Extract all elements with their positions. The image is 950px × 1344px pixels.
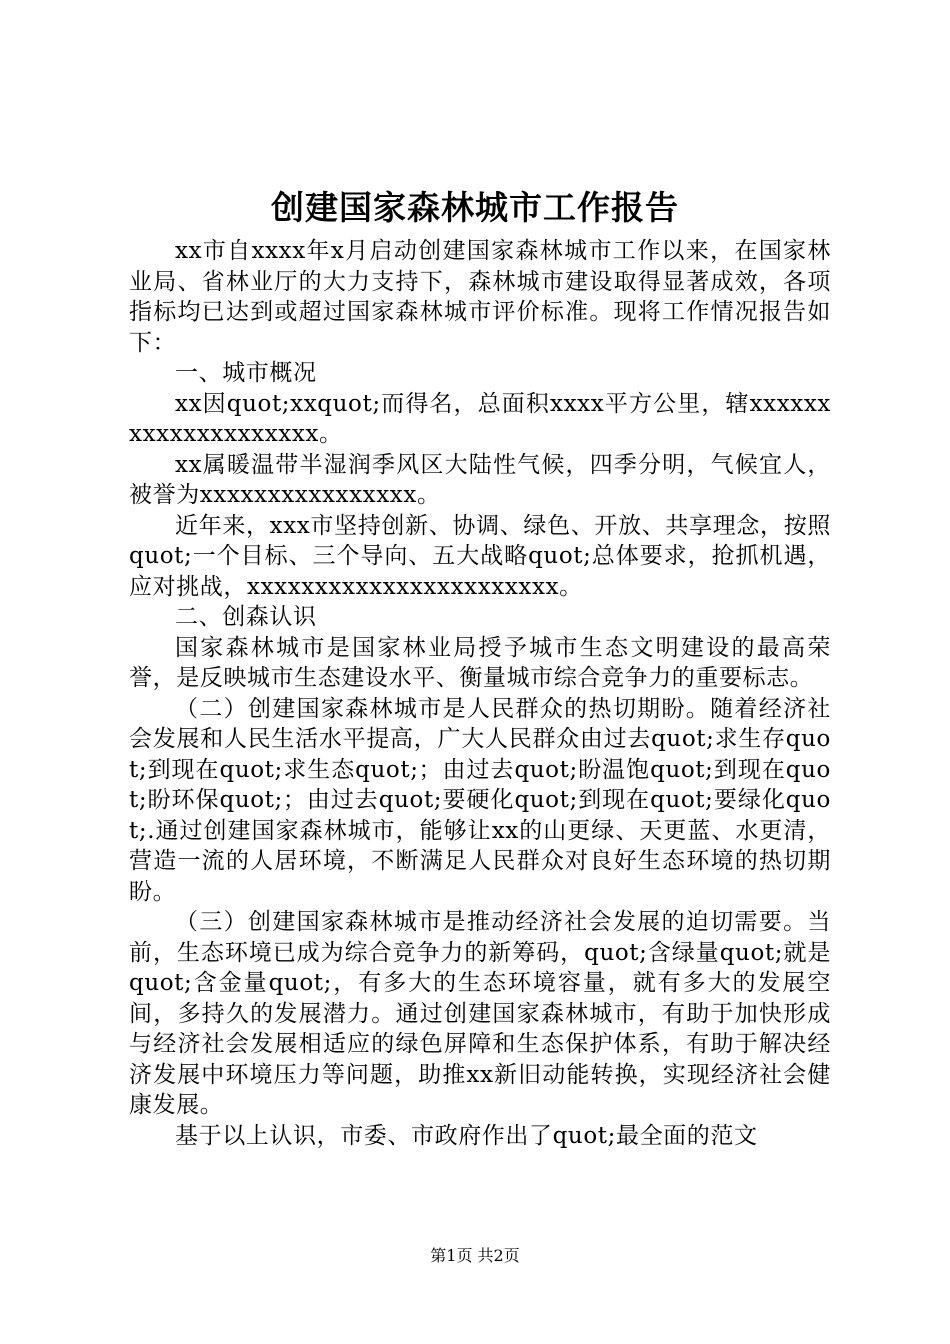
document-body bbox=[129, 236, 831, 1151]
paragraph-honor: 国家森林城市是国家林业局授予城市生态文明建设的最高荣誉，是反映城市生态建设水平、衡量城市综合竞争力的重要标志。 bbox=[129, 634, 831, 691]
section-heading-forest-awareness: 二、创森认识 bbox=[175, 604, 317, 630]
paragraph-city-name: xx因quot;xxquot;而得名，总面积xxxx平方公里，辖xxxxxxxxxxxxxxxxxxxx。 bbox=[129, 390, 831, 447]
paragraph-intro: xx市自xxxx年x月启动创建国家森林城市工作以来，在国家林业局、省林业厅的大力支持下，森林城市建设取得显著成效，各项指标均已达到或超过国家森林城市评价标准。现将工作情况报告如下： bbox=[129, 238, 831, 356]
paragraph-public-expectation: （二）创建国家森林城市是人民群众的热切期盼。随着经济社会发展和人民生活水平提高，广大人民群众由过去quot;求生存quot;到现在quot;求生态quot;；由过去quot;盼温饱quot;到现在quot;盼环保quot;；由过去quot;要硬化quot;到现在quot;要绿化quot;.通过创建国家森林城市，能够让xx的山更绿、天更蓝、水更清，营造一流的人居环境，不断满足人民群众对良好生态环境的热切期盼。 bbox=[129, 695, 831, 905]
section-heading-city-overview: 一、城市概况 bbox=[175, 360, 317, 386]
paragraph-climate: xx属暖温带半湿润季风区大陆性气候，四季分明，气候宜人，被誉为xxxxxxxxxxxxxxxx。 bbox=[129, 451, 831, 508]
paragraph-recent-years: 近年来，xxx市坚持创新、协调、绿色、开放、共享理念，按照quot;一个目标、三个导向、五大战略quot;总体要求，抢抓机遇，应对挑战，xxxxxxxxxxxxxxxxxxxxxxx。 bbox=[129, 512, 831, 600]
document-title: 创建国家森林城市工作报告 bbox=[271, 188, 679, 227]
page-number-footer: 第1页 共2页 bbox=[430, 1246, 520, 1265]
paragraph-economic-need: （三）创建国家森林城市是推动经济社会发展的迫切需要。当前，生态环境已成为综合竞争力的新筹码，quot;含绿量quot;就是quot;含金量quot;，有多大的生态环境容量，就有多大的发展空间，多持久的发展潜力。通过创建国家森林城市，有助于加快形成与经济社会发展相适应的绿色屏障和生态保护体系，有助于解决经济发展中环境压力等问题，助推xx新旧动能转换，实现经济社会健康发展。 bbox=[129, 909, 831, 1118]
paragraph-conclusion: 基于以上认识，市委、市政府作出了quot;最全面的范文 bbox=[175, 1122, 758, 1149]
